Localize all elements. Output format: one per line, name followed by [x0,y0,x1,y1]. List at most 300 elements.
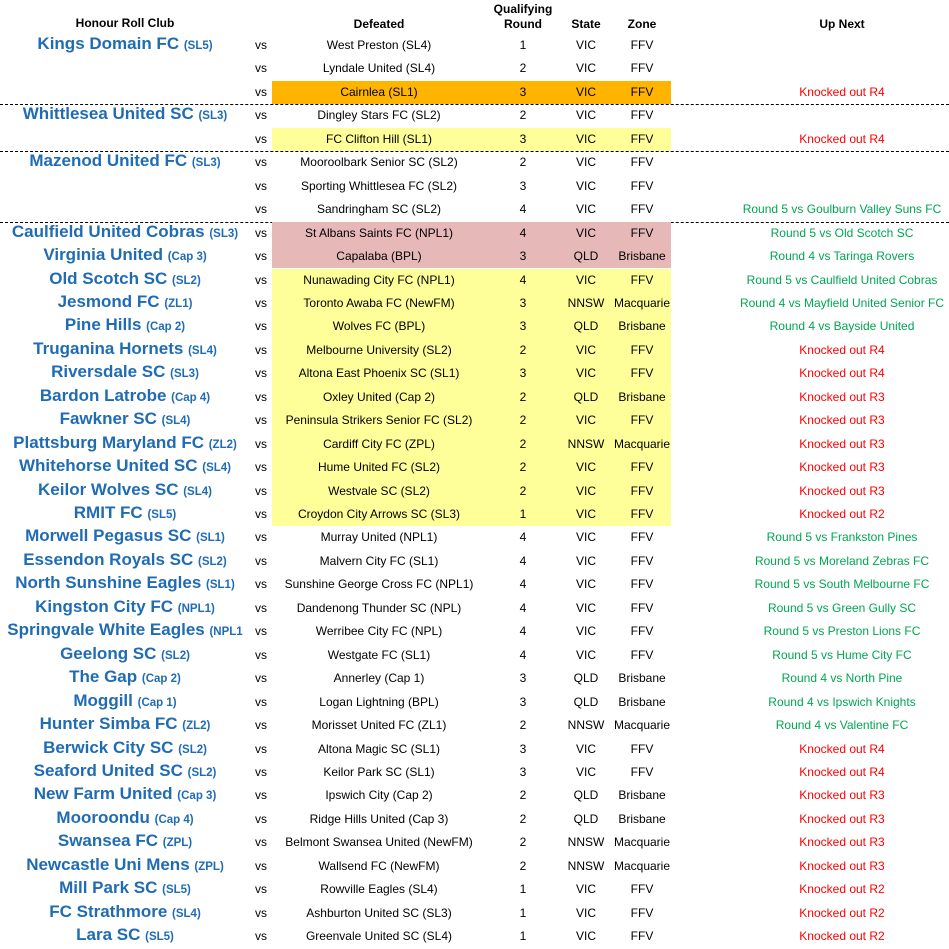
defeated-team: Sunshine George Cross FC (NPL1) [284,577,474,592]
club-level: (SL4) [188,344,217,357]
club-name: Keilor Wolves SC [38,479,179,499]
up-next [718,57,949,80]
state: VIC [575,624,596,639]
table-row [0,925,949,948]
table-row [0,34,949,57]
club-name: Whittlesea United SC [22,104,194,124]
zone: Brisbane [618,389,666,404]
club-name-cell [0,409,250,432]
table-row [0,808,949,831]
table-row [0,526,949,549]
vs-label: vs [255,319,267,334]
zone: FFV [630,929,654,944]
club-name-cell [0,81,250,104]
club-name: Swansea FC [57,831,159,851]
defeated-team: Wallsend FC (NewFM) [318,858,440,873]
club-name-cell [0,362,250,385]
qualifying-round: 2 [519,460,527,475]
up-next: Knocked out R3 [799,788,885,803]
zone: FFV [630,342,654,357]
vs-label: vs [255,108,267,123]
up-next: Round 5 vs Caulfield United Cobras [746,272,938,287]
up-next: Knocked out R3 [799,413,885,428]
club-name-cell [0,175,250,198]
up-next: Round 5 vs Hume City FC [772,647,912,662]
defeated-team: Malvern City FC (SL1) [319,553,439,568]
vs-label: vs [255,61,267,76]
club-name: Caulfield United Cobras [11,221,205,241]
up-next: Round 5 vs Goulburn Valley Suns FC [742,202,942,217]
club-level: (Cap 3) [177,790,217,803]
club-level: (SL1) [196,532,225,545]
qualifying-round: 2 [519,788,527,803]
club-name-cell [0,386,250,409]
up-next: Knocked out R4 [799,366,885,381]
club-level: (SL4) [172,907,201,920]
state: VIC [575,61,596,76]
defeated-team: Ashburton United SC (SL3) [306,905,452,920]
club-level: (SL1) [206,579,235,592]
club-name: Mill Park SC [59,878,158,898]
zone: FFV [630,178,654,193]
up-next: Round 4 vs Mayfield United Senior FC [739,295,945,310]
vs-label: vs [255,764,267,779]
club-name: North Sunshine Eagles [15,573,202,593]
club-name-cell [0,691,250,714]
zone: Brisbane [618,671,666,686]
zone: FFV [630,905,654,920]
state: VIC [575,929,596,944]
defeated-team: Peninsula Strikers Senior FC (SL2) [285,413,473,428]
up-next [718,151,949,174]
zone: Brisbane [618,811,666,826]
table-row [0,339,949,362]
zone: Macquarie [613,718,671,733]
qualifying-round: 4 [519,600,527,615]
state: QLD [573,788,599,803]
state: VIC [575,483,596,498]
zone: FFV [630,84,654,99]
up-next: Knocked out R2 [799,507,885,521]
qualifying-round: 3 [519,178,527,193]
zone: Macquarie [613,835,671,850]
zone: FFV [630,882,654,897]
table-row [0,386,949,409]
defeated-team: Oxley United (Cap 2) [322,389,436,404]
defeated-team: Capalaba (BPL) [336,249,422,264]
table-row [0,433,949,456]
club-level: (SL5) [145,931,174,944]
up-next: Knocked out R3 [799,389,885,404]
vs-label: vs [255,882,267,897]
state: VIC [575,272,596,287]
vs-label: vs [255,647,267,662]
vs-label: vs [255,460,267,475]
state: VIC [575,460,596,475]
qualifying-round: 1 [519,507,527,521]
zone: Brisbane [618,694,666,709]
defeated-team: Croydon City Arrows SC (SL3) [297,507,461,521]
vs-label: vs [255,295,267,310]
state: VIC [575,577,596,592]
club-name: Moggill [73,690,133,710]
club-level: (NPL1 [209,626,243,639]
club-name-cell [0,855,250,878]
club-name-cell [0,128,250,151]
defeated-team: Murray United (NPL1) [320,530,438,545]
zone: FFV [630,647,654,662]
table-row [0,222,949,245]
table-row [0,81,949,104]
up-next: Knocked out R3 [799,858,885,873]
defeated-team: Altona East Phoenix SC (SL1) [298,366,460,381]
state: VIC [575,155,596,170]
header-up-next: Up Next [819,17,865,31]
club-name-cell [0,761,250,784]
club-name: Virginia United [43,245,163,265]
club-name-cell [0,784,250,807]
defeated-team: Sporting Whittlesea FC (SL2) [300,178,458,193]
qualifying-round: 2 [519,858,527,873]
vs-label: vs [255,624,267,639]
up-next: Round 5 vs South Melbourne FC [754,577,930,592]
defeated-team: Cardiff City FC (ZPL) [323,436,435,451]
zone: FFV [630,553,654,568]
club-level: (Cap 2) [141,673,181,686]
state: VIC [575,366,596,381]
qualifying-round: 4 [519,272,527,287]
zone: FFV [630,108,654,123]
state: VIC [575,131,596,146]
club-level: (NPL1) [177,602,215,615]
club-name: Geelong SC [60,643,157,663]
table-row [0,409,949,432]
qualifying-round: 3 [519,319,527,334]
table-row [0,784,949,807]
state: NNSW [567,718,605,733]
qualifying-round: 3 [519,741,527,756]
table-row [0,57,949,80]
state: VIC [575,530,596,545]
table-row [0,151,949,174]
defeated-team: Ridge Hills United (Cap 3) [309,811,449,826]
table-row [0,714,949,737]
table-row [0,245,949,268]
zone: FFV [630,155,654,170]
club-name: Hunter Simba FC [39,714,178,734]
state: VIC [575,413,596,428]
vs-label: vs [255,553,267,568]
defeated-team: Toronto Awaba FC (NewFM) [303,295,455,310]
table-row [0,761,949,784]
table-row [0,597,949,620]
club-name-cell [0,269,250,292]
club-name-cell [0,808,250,831]
club-name: Bardon Latrobe [39,385,167,405]
club-level: (ZL2) [182,720,211,733]
club-level: (ZL1) [164,297,193,310]
defeated-team: Sandringham SC (SL2) [316,202,442,217]
defeated-team: Wolves FC (BPL) [332,319,426,334]
club-name-cell [0,57,250,80]
qualifying-round: 4 [519,202,527,217]
club-name-cell [0,878,250,901]
club-name-cell [0,151,250,174]
club-name-cell [0,433,250,456]
table-row [0,667,949,690]
club-name: The Gap [69,667,138,687]
defeated-team: Dingley Stars FC (SL2) [317,108,441,123]
table-row [0,456,949,479]
club-level: (SL4) [161,415,191,428]
state: VIC [575,905,596,920]
qualifying-round: 2 [519,61,527,76]
defeated-team: Morisset United FC (ZL1) [311,718,447,733]
club-name: Mazenod United FC [29,151,188,171]
header-zone: Zone [627,17,657,31]
defeated-team: Dandenong Thunder SC (NPL) [296,600,462,615]
zone: FFV [630,413,654,428]
state: VIC [575,342,596,357]
up-next: Round 4 vs Bayside United [769,319,915,334]
vs-label: vs [255,389,267,404]
state: VIC [575,600,596,615]
qualifying-round: 2 [519,155,527,170]
club-name: Old Scotch SC [49,268,168,288]
club-level: (SL3) [191,157,221,170]
defeated-team: Melbourne University (SL2) [306,342,452,357]
zone: FFV [630,38,654,52]
table-row [0,855,949,878]
club-name: Lara SC [76,925,141,945]
club-name-cell [0,339,250,362]
vs-label: vs [255,436,267,451]
club-level: (SL2) [161,649,190,662]
state: VIC [575,178,596,193]
qualifying-round: 2 [519,718,527,733]
club-level: (ZL2) [208,438,237,451]
table-row [0,550,949,573]
defeated-team: Ipswich City (Cap 2) [325,788,433,803]
state: QLD [573,249,599,264]
zone: Macquarie [613,295,671,310]
table-row [0,128,949,151]
vs-label: vs [255,741,267,756]
club-level: (ZPL) [194,860,224,873]
vs-label: vs [255,84,267,99]
defeated-team: Belmont Swansea United (NewFM) [285,835,473,850]
club-level: (SL5) [147,509,177,521]
zone: Brisbane [618,788,666,803]
state: VIC [575,108,596,123]
club-name-cell [0,831,250,854]
club-name: Morwell Pegasus SC [25,526,192,546]
vs-label: vs [255,811,267,826]
zone: FFV [630,61,654,76]
defeated-team: St Albans Saints FC (NPL1) [304,225,454,240]
vs-label: vs [255,342,267,357]
club-name-cell [0,902,250,925]
table-row [0,620,949,643]
defeated-team: Greenvale United SC (SL4) [305,929,453,944]
zone: FFV [630,202,654,217]
qualifying-round: 3 [519,366,527,381]
up-next: Round 4 vs Valentine FC [775,718,909,733]
club-name: FC Strathmore [49,901,168,921]
qualifying-round: 4 [519,225,527,240]
club-name: Truganina Hornets [33,338,184,358]
up-next: Knocked out R4 [799,741,885,756]
club-name: New Farm United [33,784,173,804]
club-name-cell [0,597,250,620]
qualifying-round: 2 [519,342,527,357]
club-name-cell [0,480,250,503]
table-row [0,644,949,667]
qualifying-round: 2 [519,483,527,498]
club-name: Newcastle Uni Mens [26,854,190,874]
zone: Macquarie [613,436,671,451]
defeated-team: Werribee City FC (NPL) [315,624,443,639]
zone: FFV [630,577,654,592]
club-level: (Cap 4) [154,813,194,826]
club-level: (SL4) [183,485,212,498]
club-name: Plattsburg Maryland FC [13,432,204,452]
club-level: (Cap 4) [171,391,211,404]
qualifying-round: 2 [519,413,527,428]
club-name-cell [0,714,250,737]
club-name: Pine Hills [64,315,142,335]
table-row [0,902,949,925]
club-level: (ZPL) [162,837,193,850]
zone: FFV [630,366,654,381]
up-next: Round 5 vs Preston Lions FC [763,624,921,639]
qualifying-round: 4 [519,647,527,662]
club-name-cell [0,34,250,57]
club-name: Whitehorse United SC [19,456,198,476]
state: QLD [573,319,599,334]
qualifying-round: 2 [519,811,527,826]
defeated-team: Rowville Eagles (SL4) [320,882,438,897]
vs-label: vs [255,131,267,146]
qualifying-round: 2 [519,835,527,850]
up-next [718,104,949,127]
club-level: (SL3) [198,110,228,123]
club-level: (Cap 2) [146,321,186,334]
table-row [0,292,949,315]
zone: FFV [630,131,654,146]
club-name: RMIT FC [73,503,143,522]
up-next: Knocked out R3 [799,483,885,498]
vs-label: vs [255,155,267,170]
club-name-cell [0,503,250,526]
vs-label: vs [255,178,267,193]
table-row [0,738,949,761]
club-name-cell [0,620,250,643]
qualifying-round: 3 [519,249,527,264]
up-next: Knocked out R2 [799,882,885,897]
up-next: Knocked out R2 [799,929,885,944]
club-name-cell [0,245,250,268]
table-row [0,104,949,127]
club-name: Fawkner SC [59,409,157,429]
vs-label: vs [255,225,267,240]
up-next: Knocked out R4 [799,342,885,357]
table-row [0,362,949,385]
club-level: (SL2) [198,555,227,568]
qualifying-round: 4 [519,553,527,568]
vs-label: vs [255,671,267,686]
vs-label: vs [255,835,267,850]
table-row [0,315,949,338]
state: VIC [575,225,596,240]
qualifying-round: 2 [519,108,527,123]
club-name-cell [0,315,250,338]
zone: Macquarie [613,858,671,873]
up-next: Round 5 vs Old Scotch SC [770,225,914,240]
vs-label: vs [255,38,267,52]
club-name-cell [0,198,250,221]
defeated-team: Lyndale United (SL4) [322,61,436,76]
state: VIC [575,202,596,217]
up-next: Round 5 vs Moreland Zebras FC [754,553,930,568]
state: VIC [575,553,596,568]
qualifying-round: 1 [519,929,527,944]
table-row [0,831,949,854]
club-name: Essendon Royals SC [23,549,194,569]
club-name-cell [0,925,250,948]
club-name-cell [0,456,250,479]
up-next: Round 4 vs North Pine [781,671,903,686]
defeated-team: Keilor Park SC (SL1) [323,764,435,779]
qualifying-round: 3 [519,295,527,310]
up-next: Knocked out R3 [799,811,885,826]
zone: FFV [630,272,654,287]
defeated-team: Altona Magic SC (SL1) [317,741,441,756]
club-name-cell [0,292,250,315]
state: VIC [575,38,596,52]
vs-label: vs [255,366,267,381]
vs-label: vs [255,577,267,592]
club-name: Mooroondu [56,807,150,827]
zone: FFV [630,764,654,779]
club-name-cell [0,550,250,573]
zone: FFV [630,483,654,498]
club-name: Kings Domain FC [37,34,180,53]
vs-label: vs [255,905,267,920]
state: VIC [575,84,596,99]
defeated-team: Westvale SC (SL2) [328,483,430,498]
vs-label: vs [255,202,267,217]
header-defeated: Defeated [353,17,405,31]
up-next [718,175,949,198]
table-row [0,503,949,526]
club-level: (SL4) [202,462,231,475]
zone: FFV [630,624,654,639]
up-next: Knocked out R3 [799,835,885,850]
qualifying-round: 3 [519,671,527,686]
table-row [0,269,949,292]
up-next: Round 5 vs Frankston Pines [766,530,918,545]
up-next: Knocked out R3 [799,460,885,475]
vs-label: vs [255,600,267,615]
table-row [0,878,949,901]
vs-label: vs [255,483,267,498]
header-club: Honour Roll Club [75,16,175,30]
qualifying-round: 2 [519,389,527,404]
state: VIC [575,507,596,521]
state: VIC [575,882,596,897]
qualifying-round: 3 [519,84,527,99]
